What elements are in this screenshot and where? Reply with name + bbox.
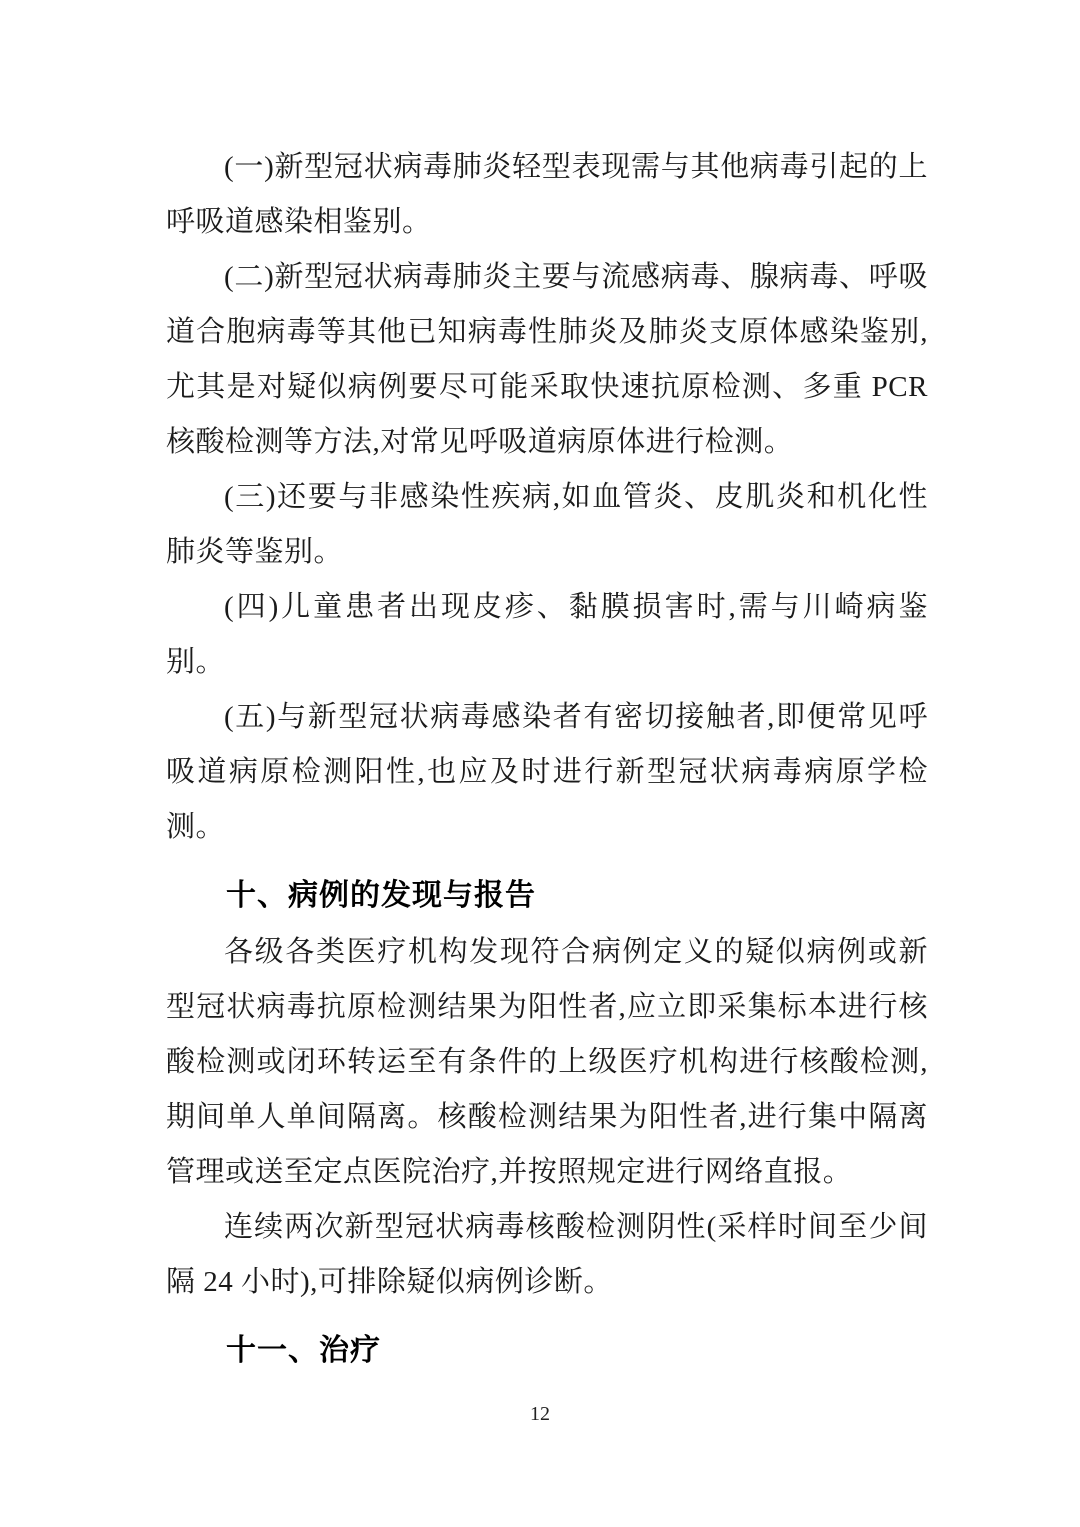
page-footer [0, 1403, 1080, 1426]
paragraph-exclusion-criteria: 连续两次新型冠状病毒核酸检测阴性(采样时间至少间隔 24 小时),可排除疑似病例诊断。 [166, 1211, 928, 1298]
paragraph-differential-4: (四)儿童患者出现皮疹、黏膜损害时,需与川崎病鉴别。 [166, 591, 928, 678]
section-heading-treatment: 十一、治疗 [226, 1334, 381, 1367]
paragraph-case-discovery: 各级各类医疗机构发现符合病例定义的疑似病例或新型冠状病毒抗原检测结果为阳性者,应立即采集标本进行核酸检测或闭环转运至有条件的上级医疗机构进行核酸检测,期间单人单间隔离。核酸检测结果为阳性者,进行集中隔离管理或送至定点医院治疗,并按照规定进行网络直报。 [166, 936, 928, 1188]
page-number: 12 [530, 1403, 550, 1425]
paragraph-differential-3: (三)还要与非感染性疾病,如血管炎、皮肌炎和机化性肺炎等鉴别。 [166, 481, 928, 568]
paragraph-differential-1: (一)新型冠状病毒肺炎轻型表现需与其他病毒引起的上呼吸道感染相鉴别。 [166, 151, 928, 238]
section-heading-case-discovery-report: 十、病例的发现与报告 [226, 879, 536, 912]
paragraph-differential-5: (五)与新型冠状病毒感染者有密切接触者,即便常见呼吸道病原检测阳性,也应及时进行新型冠状病毒病原学检测。 [166, 701, 928, 843]
document-body [166, 140, 928, 1380]
paragraph-differential-2: (二)新型冠状病毒肺炎主要与流感病毒、腺病毒、呼吸道合胞病毒等其他已知病毒性肺炎及肺炎支原体感染鉴别,尤其是对疑似病例要尽可能采取快速抗原检测、多重 PCR 核酸检测等方法,对常见呼吸道病原体进行检测。 [166, 261, 928, 458]
